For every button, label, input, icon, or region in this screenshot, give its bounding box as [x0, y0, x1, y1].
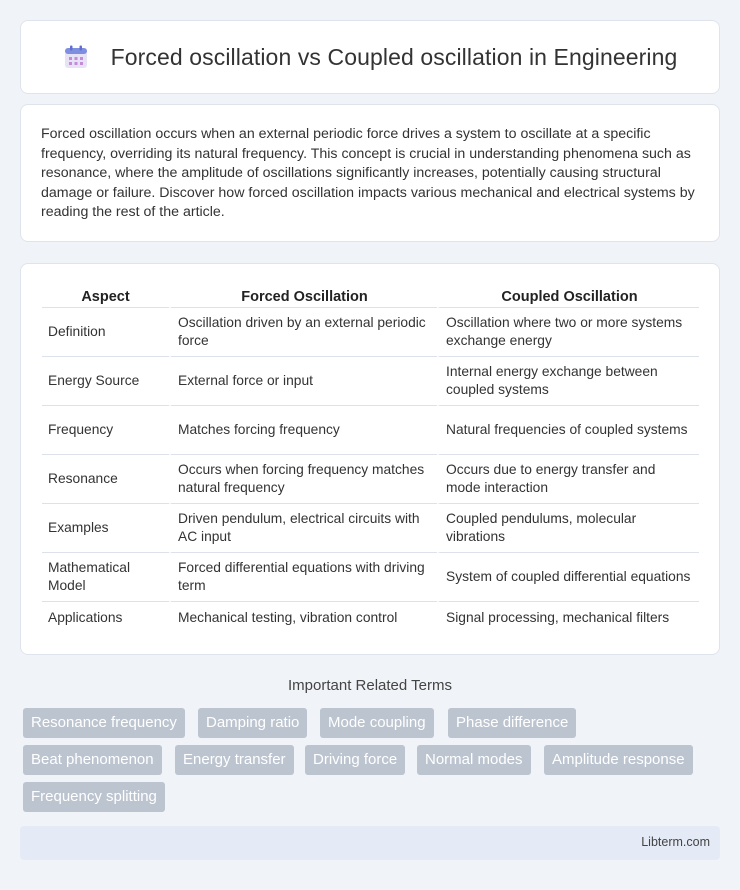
table-cell-coupled: Oscillation where two or more systems exchange energy	[437, 308, 699, 357]
table-row	[42, 602, 699, 633]
table-cell-forced: Occurs when forcing frequency matches natural frequency	[169, 455, 437, 504]
table-header-aspect: Aspect	[42, 284, 169, 308]
table-cell-coupled: Internal energy exchange between coupled systems	[437, 357, 699, 406]
table-cell-forced: Mechanical testing, vibration control	[169, 602, 437, 633]
table-cell-coupled: Signal processing, mechanical filters	[437, 602, 699, 633]
related-term-tag[interactable]: Beat phenomenon	[23, 745, 162, 775]
table-row	[42, 308, 699, 357]
table-cell-forced: Driven pendulum, electrical circuits with AC input	[169, 504, 437, 553]
footer	[20, 826, 720, 860]
table-cell-aspect: Applications	[48, 609, 123, 625]
table-row	[42, 455, 699, 504]
table-header-coupled: Coupled Oscillation	[437, 284, 699, 308]
related-term-tag[interactable]: Amplitude response	[544, 745, 693, 775]
table-cell-coupled: Coupled pendulums, molecular vibrations	[437, 504, 699, 553]
table-row	[42, 357, 699, 406]
table-cell-aspect: Examples	[42, 504, 169, 553]
table-row	[42, 406, 699, 455]
table-cell-forced: Oscillation driven by an external periodic force	[169, 308, 437, 357]
table-cell-forced: External force or input	[169, 357, 437, 406]
table-cell-forced: Matches forcing frequency	[169, 406, 437, 455]
intro-text: Forced oscillation occurs when an external periodic force drives a system to oscillate at a specific frequency, overriding its natural frequency. This concept is crucial in understanding phenomena such as resonance, where the amplitude of oscillations significantly increases, potentially causing structural damage or failure. Discover how forced oscillation impacts various mechanical and electrical systems by reading the rest of the article.	[41, 126, 695, 221]
table-cell-aspect: Definition	[42, 308, 169, 357]
related-terms-title: Important Related Terms	[288, 677, 452, 694]
intro-card	[20, 104, 720, 242]
related-term-tag[interactable]: Phase difference	[448, 708, 576, 738]
related-term-tag[interactable]: Damping ratio	[198, 708, 307, 738]
header-card	[20, 20, 720, 94]
table-cell-aspect: Resonance	[42, 455, 169, 504]
comparison-table-card	[20, 263, 720, 655]
related-term-tag[interactable]: Frequency splitting	[23, 782, 165, 812]
related-term-tag[interactable]: Resonance frequency	[23, 708, 185, 738]
page-title: Forced oscillation vs Coupled oscillation in Engineering	[110, 43, 678, 70]
related-term-tag[interactable]: Mode coupling	[320, 708, 434, 738]
footer-site-link[interactable]: Libterm.com	[641, 835, 710, 849]
related-term-tag[interactable]: Normal modes	[417, 745, 531, 775]
table-header-forced: Forced Oscillation	[169, 284, 437, 308]
table-cell-aspect: Mathematical Model	[42, 553, 169, 602]
related-term-tag[interactable]: Energy transfer	[175, 745, 294, 775]
table-cell-coupled: System of coupled differential equations	[437, 553, 699, 602]
table-row	[42, 553, 699, 602]
table-row	[42, 504, 699, 553]
table-cell-aspect: Energy Source	[42, 357, 169, 406]
table-cell-coupled: Natural frequencies of coupled systems	[437, 406, 699, 455]
related-term-tag[interactable]: Driving force	[305, 745, 405, 775]
comparison-table	[42, 284, 699, 633]
table-cell-aspect: Frequency	[42, 406, 169, 455]
table-cell-forced: Forced differential equations with driving term	[169, 553, 437, 602]
calendar-icon	[63, 44, 89, 70]
table-cell-coupled: Occurs due to energy transfer and mode interaction	[437, 455, 699, 504]
